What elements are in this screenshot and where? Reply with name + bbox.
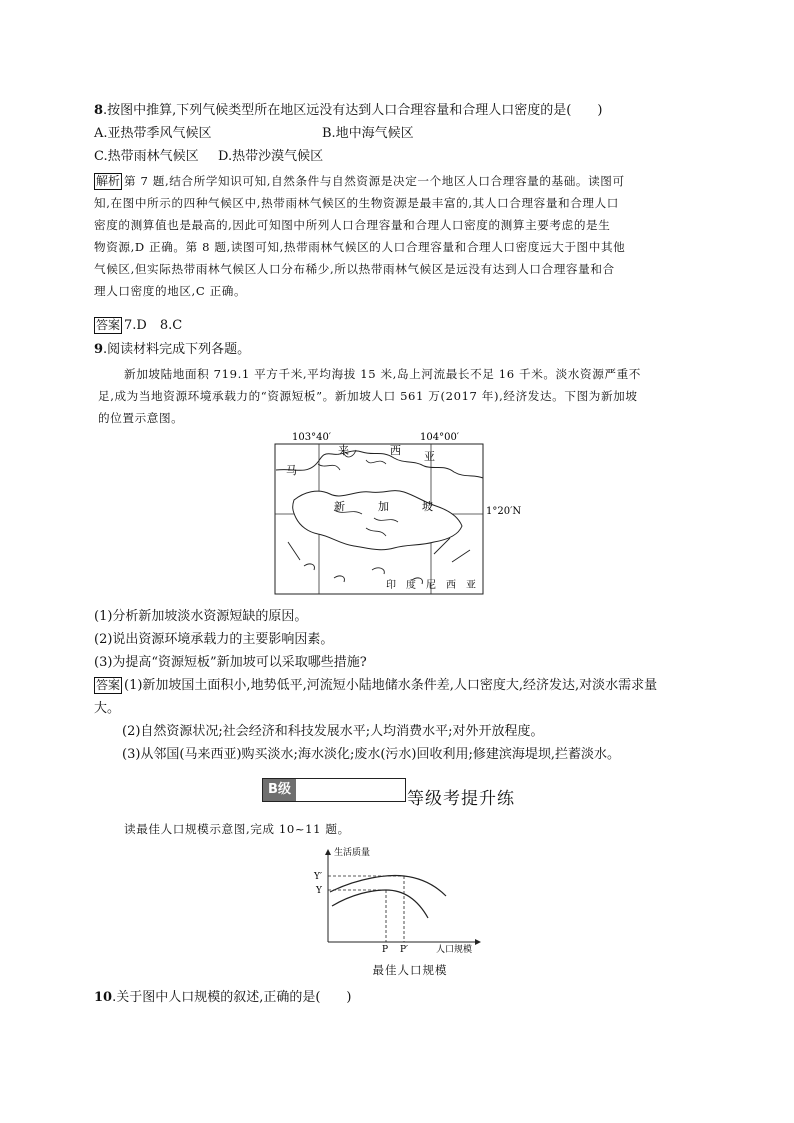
answer-78-text: 7.D 8.C bbox=[124, 318, 183, 333]
q8-option-b: B.地中海气候区 bbox=[322, 126, 414, 141]
population-chart bbox=[314, 846, 488, 958]
q8-option-a: A.亚热带季风气候区 bbox=[94, 126, 212, 141]
q8-option-c: C.热带雨林气候区 bbox=[94, 149, 199, 164]
q8-stem bbox=[94, 101, 602, 121]
chart-lower-curve bbox=[332, 890, 428, 918]
q10-stem bbox=[94, 988, 352, 1008]
q9-answer-line-3: (2)自然资源状况;社会经济和科技发展水平;人均消费水平;对外开放程度。 bbox=[122, 724, 544, 739]
level-tag: B级 bbox=[263, 779, 296, 801]
answer-78 bbox=[94, 316, 182, 336]
q10-stem-text: .关于图中人口规模的叙述,正确的是( ) bbox=[112, 990, 352, 1005]
chart-xtick-p: P bbox=[382, 945, 389, 955]
map-lon-right: 104°00′ bbox=[420, 432, 460, 443]
map-lon-left: 103°40′ bbox=[292, 432, 332, 443]
q9-sub-3: (3)为提高“资源短板”新加坡可以采取哪些措施? bbox=[94, 655, 367, 670]
chart-ytick-y: Y bbox=[316, 886, 322, 896]
analysis-line-1 bbox=[94, 170, 704, 192]
map-label-xi: 西 bbox=[390, 444, 401, 457]
map-label-ya: 亚 bbox=[424, 450, 435, 463]
q10-number: 10 bbox=[94, 990, 113, 1005]
chart-xlabel: 人口规模 bbox=[436, 945, 473, 955]
q9-sub-1: (1)分析新加坡淡水资源短缺的原因。 bbox=[94, 609, 308, 624]
analysis-line-5: 气候区,但实际热带雨林气候区人口分布稀少,所以热带雨林气候区是远没有达到人口合理容量和合 bbox=[94, 262, 615, 276]
analysis-label: 解析 bbox=[96, 174, 121, 188]
q9-number: 9 bbox=[94, 342, 104, 357]
q9-sub-2: (2)说出资源环境承载力的主要影响因素。 bbox=[94, 632, 334, 647]
q9-material-line-1: 新加坡陆地面积 719.1 平方千米,平均海拔 15 米,岛上河流最长不足 16 千米。淡水资源严重不 bbox=[124, 367, 641, 381]
q9-answer-line-2: 大。 bbox=[94, 701, 121, 716]
q9-material-line-3: 的位置示意图。 bbox=[98, 411, 184, 425]
q9-answer-label: 答案 bbox=[96, 678, 121, 692]
map-label-lai: 来 bbox=[338, 444, 349, 457]
q9-material-line-2: 足,成为当地资源环境承载力的“资源短板”。新加坡人口 561 万(2017 年),经济发达。下图为新加坡 bbox=[98, 389, 638, 403]
singapore-map-svg bbox=[274, 430, 524, 595]
map-label-jia: 加 bbox=[378, 500, 389, 513]
q9-stem bbox=[94, 340, 250, 360]
analysis-line-4: 物资源,D 正确。第 8 题,读图可知,热带雨林气候区的人口合理容量和合理人口密度远大于图中其他 bbox=[94, 240, 626, 254]
map-label-indonesia: 印 度 尼 西 亚 bbox=[386, 580, 476, 591]
analysis-block bbox=[94, 170, 704, 302]
chart-intro: 读最佳人口规模示意图,完成 10~11 题。 bbox=[124, 822, 350, 836]
chart-ytick-yprime: Y′ bbox=[314, 872, 322, 882]
level-title: 等级考提升练 bbox=[407, 789, 515, 809]
q9-material bbox=[98, 363, 704, 429]
analysis-line-3: 密度的测算值也是最高的,因此可知图中所列人口合理容量和合理人口密度的测算主要考虑的是生 bbox=[94, 218, 611, 232]
analysis-text-1: 第 7 题,结合所学知识可知,自然条件与自然资源是决定一个地区人口合理容量的基础。读图可 bbox=[124, 174, 625, 188]
analysis-line-6: 理人口密度的地区,C 正确。 bbox=[94, 284, 247, 298]
q9-stem-text: .阅读材料完成下列各题。 bbox=[103, 342, 251, 357]
map-label-ma: 马 bbox=[286, 464, 297, 477]
singapore-map bbox=[274, 430, 522, 595]
q9-answer-text-1: (1)新加坡国土面积小,地势低平,河流短小陆地储水条件差,人口密度大,经济发达,对淡水需求量 bbox=[124, 678, 658, 693]
map-label-po: 坡 bbox=[422, 500, 433, 513]
q9-answer-line-4: (3)从邻国(马来西亚)购买淡水;海水淡化;废水(污水)回收利用;修建滨海堤坝,拦蓄淡水。 bbox=[122, 747, 620, 762]
map-label-xin: 新 bbox=[334, 500, 345, 513]
map-lat: 1°20′N bbox=[486, 506, 522, 517]
q8-number: 8 bbox=[94, 103, 104, 118]
chart-caption: 最佳人口规模 bbox=[372, 963, 448, 977]
chart-ylabel: 生活质量 bbox=[334, 848, 371, 858]
answer-78-label: 答案 bbox=[96, 318, 121, 332]
population-chart-svg bbox=[314, 846, 488, 958]
chart-xtick-pprime: P′ bbox=[400, 945, 409, 955]
level-header-box bbox=[262, 778, 406, 802]
q8-option-d: D.热带沙漠气候区 bbox=[218, 149, 324, 164]
q8-stem-text: .按图中推算,下列气候类型所在地区远没有达到人口合理容量和合理人口密度的是( ) bbox=[103, 103, 603, 118]
q9-answer-line-1 bbox=[94, 676, 657, 696]
analysis-line-2: 知,在图中所示的四种气候区中,热带雨林气候区的生物资源是最丰富的,其人口合理容量和合理人口 bbox=[94, 196, 619, 210]
chart-upper-curve bbox=[330, 876, 446, 896]
